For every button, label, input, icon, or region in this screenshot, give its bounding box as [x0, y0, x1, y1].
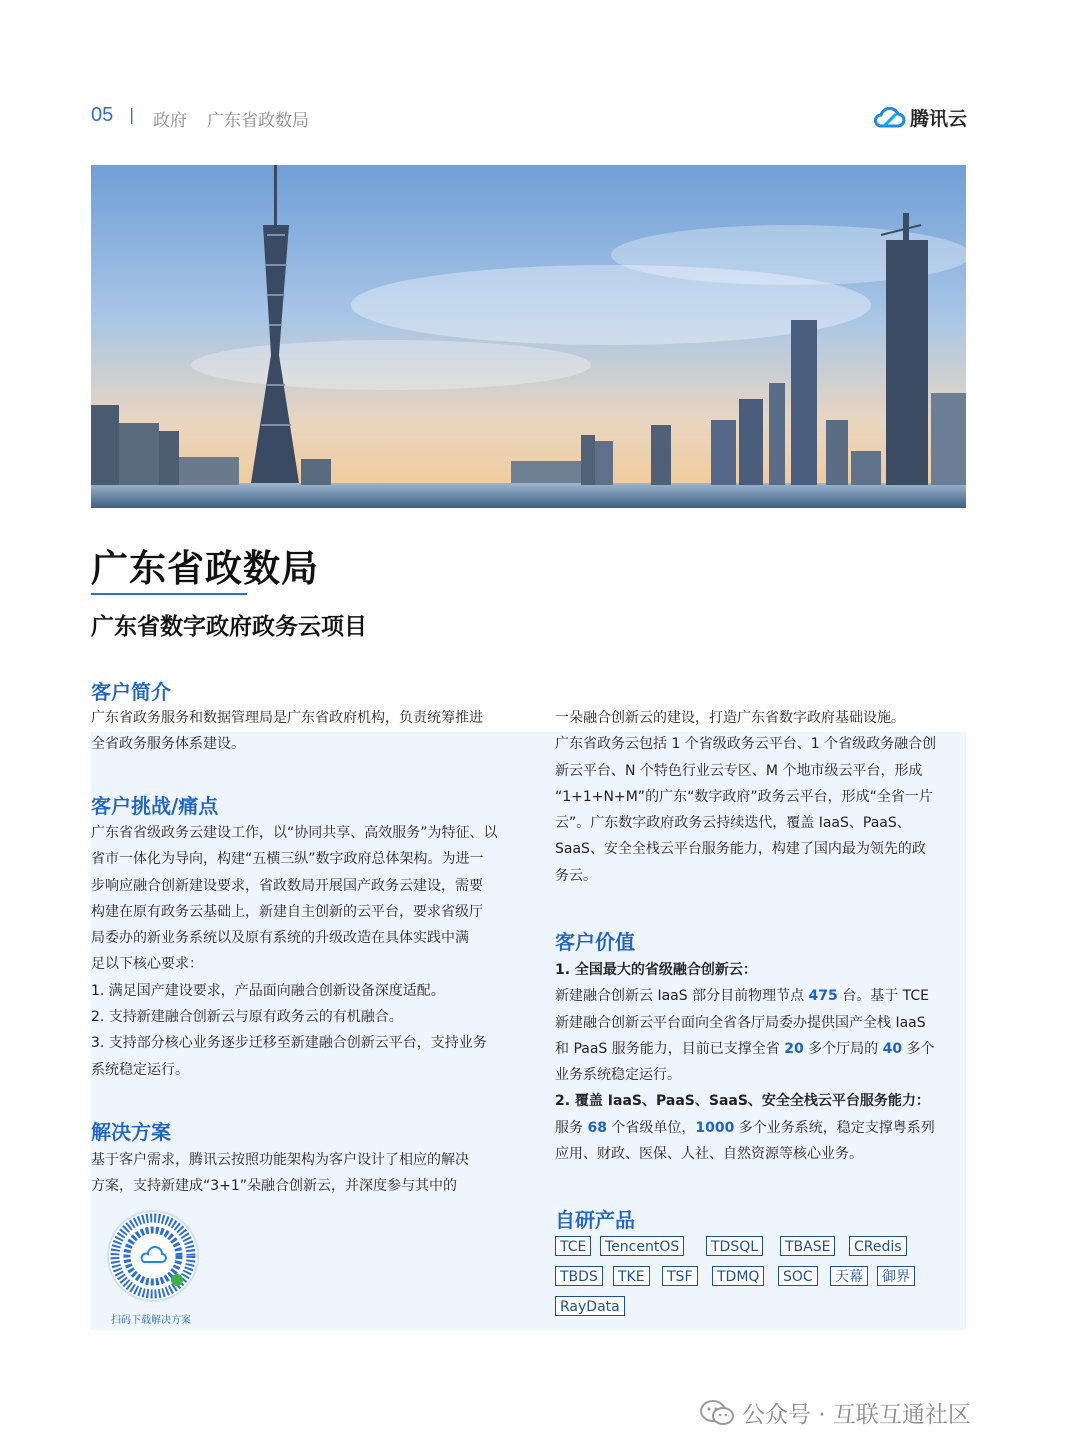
- solution-heading: 解决方案: [91, 1120, 171, 1144]
- challenge-line: 足以下核心要求：: [91, 956, 203, 973]
- value-heading: 客户价值: [555, 930, 635, 954]
- product-tag: TencentOS: [600, 1236, 684, 1256]
- product-tag: CRedis: [849, 1236, 907, 1256]
- product-tag: TCE: [555, 1236, 591, 1256]
- product-tag: TDSQL: [706, 1236, 763, 1256]
- value-point1-line4: 业务系统稳定运行。: [555, 1067, 681, 1084]
- solution-line: 方案，支持新建成“3+1”朵融合创新云，并深度参与其中的: [91, 1178, 458, 1195]
- hero-image-skyline: [91, 165, 966, 508]
- value-point2-line2: 应用、财政、医保、人社、自然资源等核心业务。: [555, 1146, 863, 1163]
- right-col-line: 务云。: [555, 867, 597, 884]
- challenge-heading: 客户挑战/痛点: [91, 794, 219, 818]
- product-tag: TBASE: [780, 1236, 835, 1256]
- challenge-text: [91, 820, 498, 1083]
- tencent-cloud-logo-icon: [872, 106, 906, 130]
- header-client: 广东省政数局: [207, 111, 309, 131]
- value-point1-line1: 新建融合创新云 IaaS 部分目前物理节点 475 台。基于 TCE: [555, 988, 930, 1005]
- page-title: 广东省政数局: [91, 547, 319, 590]
- brand-name: 腾讯云: [909, 108, 967, 130]
- header-category: 政府: [153, 111, 187, 131]
- intro-heading: 客户简介: [91, 680, 171, 704]
- product-tag: RayData: [555, 1296, 625, 1316]
- solution-line: 基于客户需求，腾讯云按照功能架构为客户设计了相应的解决: [91, 1152, 469, 1168]
- challenge-line: 构建在原有政务云基础上，新建自主创新的云平台，要求省级厅: [91, 903, 483, 920]
- solution-text: [91, 1147, 469, 1200]
- challenge-line: 广东省省级政务云建设工作，以“协同共享、高效服务”为特征、以: [91, 825, 498, 841]
- right-col-line: “1+1+N+M”的广东“数字政府”政务云平台，形成“全省一片: [555, 788, 933, 805]
- products-heading: 自研产品: [555, 1208, 635, 1232]
- right-col-line: 一朵融合创新云的建设，打造广东省数字政府基础设施。: [555, 710, 905, 726]
- challenge-line: 3. 支持部分核心业务逐步迁移至新建融合创新云平台，支持业务: [91, 1035, 487, 1052]
- stat-business-systems: 1000: [695, 1119, 735, 1136]
- intro-text: [91, 705, 483, 758]
- page-subtitle: 广东省数字政府政务云项目: [91, 614, 367, 640]
- stat-systems: 40: [882, 1040, 903, 1057]
- qr-caption: 扫码下载解决方案: [111, 1315, 191, 1326]
- value-point1-line2: 新建融合创新云平台面向全省各厅局委办提供国产全栈 IaaS: [555, 1014, 926, 1031]
- footer-text: 公众号 · 互联互通社区: [742, 1402, 971, 1428]
- right-col-line: SaaS、安全全栈云平台服务能力，构建了国内最为领先的政: [555, 841, 926, 858]
- product-tag: 御界: [877, 1266, 915, 1286]
- product-tag: SOC: [778, 1266, 818, 1286]
- right-col-text: [555, 705, 936, 889]
- wechat-icon: [700, 1399, 734, 1427]
- challenge-line: 步响应融合创新建设要求，省政数局开展国产政务云建设，需要: [91, 877, 483, 894]
- right-col-line: 广东省政务云包括 1 个省级政务云平台、1 个省级政务融合创: [555, 736, 937, 753]
- challenge-line: 省市一体化为导向，构建“五横三纵”数字政府总体架构。为进一: [91, 851, 484, 868]
- qr-code-icon: [107, 1210, 199, 1302]
- product-tag: TKE: [613, 1266, 650, 1286]
- challenge-line: 1. 满足国产建设要求，产品面向融合创新设备深度适配。: [91, 982, 445, 999]
- qr-code[interactable]: [107, 1210, 199, 1306]
- right-col-line: 云”。广东数字政府政务云持续迭代，覆盖 IaaS、PaaS、: [555, 815, 911, 832]
- brand-logo: [872, 104, 967, 131]
- value-point1-title: 1. 全国最大的省级融合创新云：: [555, 962, 757, 978]
- intro-line: 广东省政务服务和数据管理局是广东省政府机构，负责统筹推进: [91, 710, 483, 726]
- product-tag: TBDS: [555, 1266, 603, 1286]
- page-header: [91, 104, 967, 132]
- value-point1-line3: 和 PaaS 服务能力，目前已支撑全省 20 多个厅局的 40 多个: [555, 1040, 935, 1057]
- challenge-line: 2. 支持新建融合创新云与原有政务云的有机融合。: [91, 1009, 403, 1026]
- product-tag: TSF: [662, 1266, 698, 1286]
- product-tag: 天幕: [830, 1266, 868, 1286]
- wechat-icon: [171, 1274, 183, 1286]
- value-point2-title: 2. 覆盖 IaaS、PaaS、SaaS、安全全栈云平台服务能力：: [555, 1093, 930, 1110]
- challenge-line: 系统稳定运行。: [91, 1061, 189, 1078]
- challenge-line: 局委办的新业务系统以及原有系统的升级改造在具体实践中满: [91, 930, 469, 947]
- stat-departments: 20: [784, 1040, 804, 1057]
- title-underline: [91, 593, 247, 595]
- value-text: [555, 957, 935, 1167]
- product-tag: TDMQ: [712, 1266, 764, 1286]
- right-col-line: 新云平台、N 个特色行业云专区、M 个地市级云平台，形成: [555, 762, 923, 779]
- intro-line: 全省政务服务体系建设。: [91, 736, 245, 753]
- stat-nodes: 475: [808, 988, 838, 1005]
- stat-units: 68: [587, 1119, 607, 1136]
- footer-watermark: [700, 1396, 971, 1429]
- page-number: 05: [91, 104, 114, 126]
- header-separator: |: [129, 105, 135, 124]
- value-point2-line1: 服务 68 个省级单位，1000 多个业务系统，稳定支撑粤系列: [555, 1119, 935, 1136]
